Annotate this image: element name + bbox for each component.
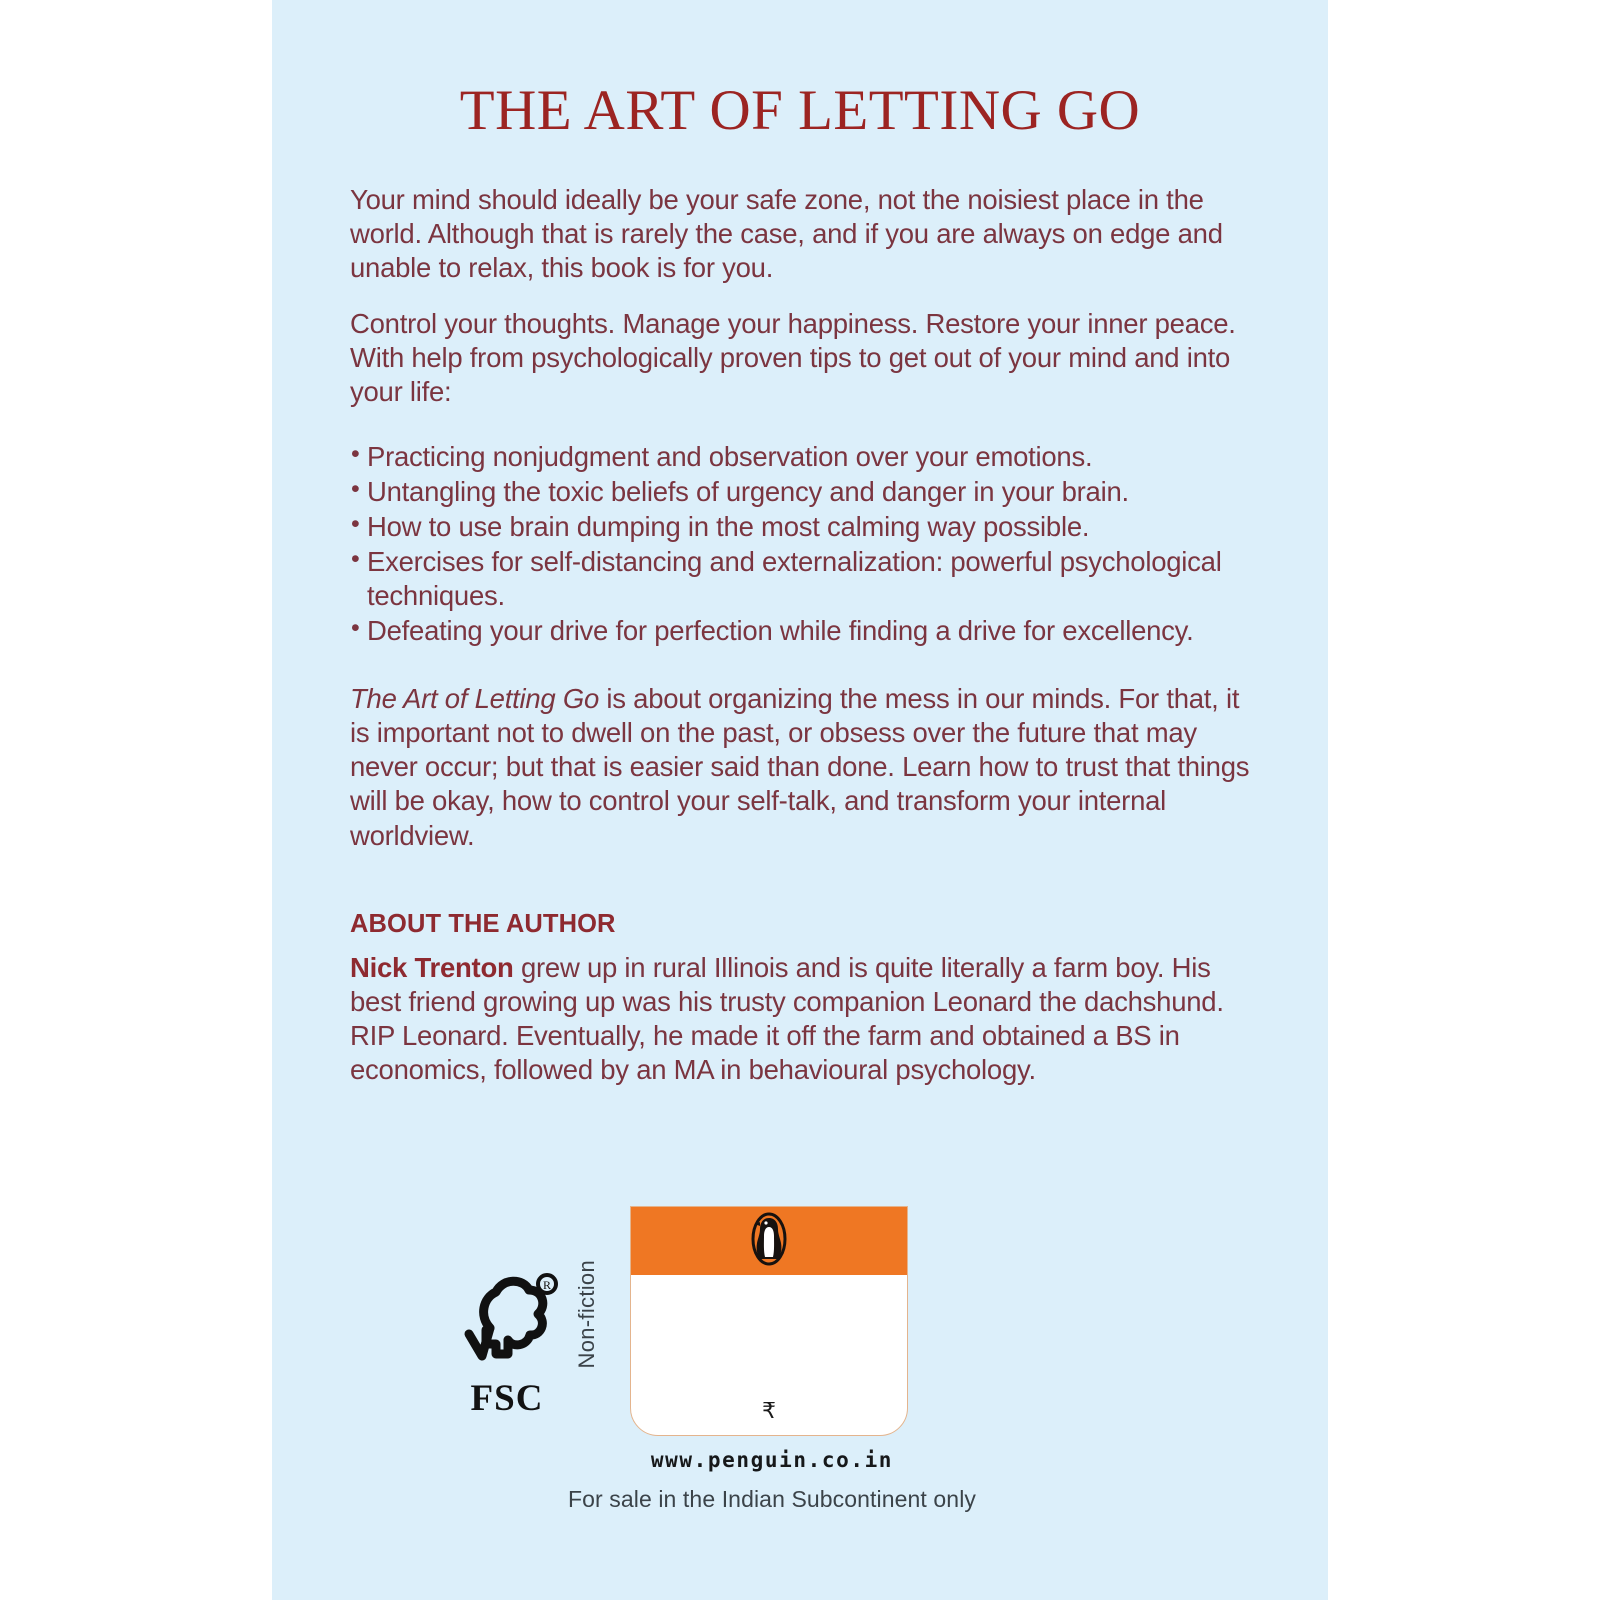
- author-name: Nick Trenton: [350, 951, 514, 983]
- about-the-author-text: [350, 951, 1250, 1087]
- fsc-tree-checkmark-icon: [447, 1268, 567, 1381]
- list-item: [350, 614, 1250, 648]
- list-item-label: Exercises for self-distancing and externalization: powerful psychological techniques.: [367, 545, 1222, 611]
- list-item-label: Untangling the toxic beliefs of urgency and danger in your brain.: [367, 475, 1129, 507]
- list-item-label: Defeating your drive for perfection while finding a drive for excellency.: [367, 615, 1194, 647]
- penguin-orange-band: [631, 1207, 907, 1275]
- book-cover-panel: [272, 0, 1328, 1600]
- list-item: [350, 545, 1250, 613]
- page-title: THE ART OF LETTING GO: [459, 79, 1141, 142]
- list-item: [350, 510, 1250, 544]
- blurb-section: [350, 183, 1250, 853]
- about-the-author-heading: ABOUT THE AUTHOR: [350, 909, 616, 938]
- cover-footer: [272, 1190, 1328, 1530]
- book-title-inline: The Art of Letting Go: [350, 683, 600, 715]
- author-bio: grew up in rural Illinois and is quite literally a farm boy. His best friend growing up was his trusty companion Leonard the dachshund. RIP Leonard. Eventually, he made it off the farm and obtained a BS in economics, followed by an MA in behavioural psychology.: [350, 951, 1224, 1085]
- bullet-marker-icon: •: [351, 474, 360, 503]
- penguin-icon: [747, 1210, 791, 1273]
- bullet-marker-icon: •: [351, 614, 360, 643]
- list-item-label: Practicing nonjudgment and observation over your emotions.: [367, 440, 1093, 472]
- list-item: [350, 440, 1250, 474]
- closing-paragraph-rest: is about organizing the mess in our minds. For that, it is important not to dwell on the past, or obsess over the future that may never occur; but that is easier said than done. Learn how to trust that things will be okay, how to control your self-talk, and transform your internal worldview.: [350, 683, 1250, 851]
- price-currency-symbol: ₹: [762, 1398, 776, 1423]
- category-label: Non-fiction: [574, 1260, 599, 1369]
- list-item-label: How to use brain dumping in the most calming way possible.: [367, 510, 1090, 542]
- fsc-logo: [447, 1268, 567, 1420]
- bullet-marker-icon: •: [351, 439, 360, 468]
- feature-bullet-list: [350, 440, 1250, 649]
- territory-sale-note: For sale in the Indian Subcontinent only: [567, 1486, 977, 1512]
- fsc-wordmark: FSC: [470, 1378, 544, 1419]
- publisher-url: www.penguin.co.in: [650, 1448, 894, 1472]
- closing-paragraph: [350, 682, 1250, 852]
- penguin-logo-box: [630, 1206, 908, 1436]
- list-item: [350, 475, 1250, 509]
- bullet-marker-icon: •: [351, 544, 360, 573]
- blurb-paragraph-2: Control your thoughts. Manage your happiness. Restore your inner peace. With help from psychologically proven tips to get out of your mind and into your life:: [350, 308, 1236, 408]
- bullet-marker-icon: •: [351, 509, 360, 538]
- blurb-paragraph-1: Your mind should ideally be your safe zone, not the noisiest place in the world. Although that is rarely the case, and if you are always on edge and unable to relax, this book is for you.: [350, 184, 1223, 284]
- svg-text:R: R: [542, 1278, 552, 1292]
